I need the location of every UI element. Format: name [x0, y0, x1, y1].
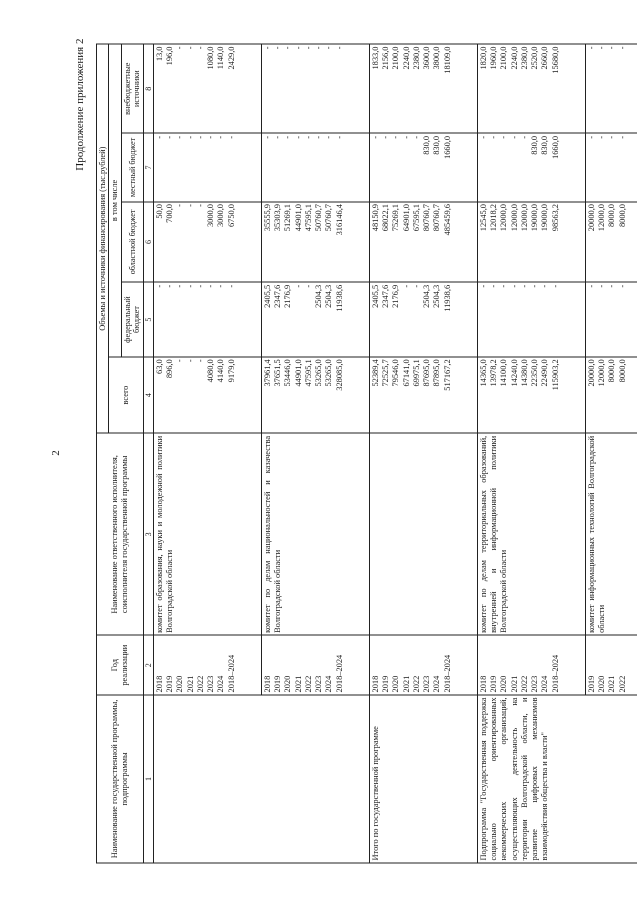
regional-cell: 12545,0 12018,2 12000,0 12000,0 12000,0 19000,0 19000,0 98563,2: [477, 201, 585, 282]
program-name-cell: [585, 694, 637, 862]
header-program-name: Наименование государственной программы, подпрограммы: [97, 694, 144, 862]
federal-cell: 2405,5 2347,6 2176,9 - - 2504,3 2504,3 11938,6: [369, 282, 477, 356]
executor-cell: [369, 433, 477, 635]
column-number: 4: [143, 356, 153, 433]
extra-cell: 1820,0 1960,0 2100,0 2240,0 2380,0 2520,0 2660,0 15680,0: [477, 44, 585, 133]
column-number: 7: [143, 133, 153, 201]
executor-cell: комитет по делам национальностей и казачества Волгоградской области: [261, 433, 369, 635]
column-number: 8: [143, 44, 153, 133]
column-number: 5: [143, 282, 153, 356]
total-cell: 52389,4 72525,7 79546,0 67141,0 69975,1 87695,0 87895,0 517167,2: [369, 356, 477, 433]
program-total-label: Итого по государственной программе: [369, 694, 477, 862]
federal-cell: - - - -: [585, 282, 637, 356]
table-row: [153, 44, 261, 863]
column-number: 1: [143, 694, 153, 862]
header-regional: областной бюджет: [121, 201, 143, 282]
year-cell: 2019 2020 2021 2022: [585, 635, 637, 695]
local-cell: - - - - - - - -: [261, 133, 369, 201]
extra-cell: - - - - - - - -: [261, 44, 369, 133]
year-cell: 2018 2019 2020 2021 2022 2023 2024 2018–2024: [261, 635, 369, 695]
header-year: Год реализации: [97, 635, 144, 695]
executor-cell: комитет по делам территориальных образований, внутренней и информационной политики Волгоградской области: [477, 433, 585, 635]
header-local: местный бюджет: [121, 133, 143, 201]
program-name-cell: [153, 694, 261, 862]
regional-cell: 20000,0 12000,0 8000,0 8000,0: [585, 201, 637, 282]
header-federal: федеральный бюджет: [121, 282, 143, 356]
subprogram-name-cell: Подпрограмма "Государственная поддержка социально ориентированных некоммерческих организаций, осуществляющих деятельность на территории Волгоградской области, и развитие цифровых механизмов взаимодействия общества и власти": [477, 694, 585, 862]
year-cell: 2018 2019 2020 2021 2022 2023 2024 2018–2024: [153, 635, 261, 695]
total-cell: 14365,0 13978,2 14100,0 14240,0 14380,0 22350,0 22490,0 115903,2: [477, 356, 585, 433]
total-cell: 20000,0 12000,0 8000,0 8000,0: [585, 356, 637, 433]
table-row: [477, 44, 585, 863]
column-number: 6: [143, 201, 153, 282]
local-cell: - - - - - 830,0 830,0 1660,0: [369, 133, 477, 201]
table-row: [261, 44, 369, 863]
header-executor: Наименование ответственного исполнителя, соисполнителя государственной программы: [97, 433, 144, 635]
federal-cell: - - - - - - - -: [153, 282, 261, 356]
local-cell: - - - -: [585, 133, 637, 201]
header-total: всего: [109, 356, 143, 433]
column-number-row: [143, 44, 153, 863]
year-cell: 2018 2019 2020 2021 2022 2023 2024 2018–2024: [369, 635, 477, 695]
column-number: 2: [143, 635, 153, 695]
regional-cell: 35555,9 35303,9 51269,1 44901,0 47595,1 50760,7 50760,7 316146,4: [261, 201, 369, 282]
extra-cell: 13,0 196,0 - - - 1080,0 1140,0 2429,0: [153, 44, 261, 133]
header-extra: внебюджетные источники: [121, 44, 143, 133]
local-cell: - - - - - 830,0 830,0 1660,0: [477, 133, 585, 201]
program-name-cell: [261, 694, 369, 862]
extra-cell: 1833,0 2156,0 2100,0 2240,0 2380,0 3600,0 3800,0 18109,0: [369, 44, 477, 133]
document-page: [40, 30, 627, 875]
page-number: 2: [50, 449, 62, 456]
header-volumes-group: Объемы и источники финансирования (тыс.рублей): [97, 44, 109, 433]
financing-table: [96, 43, 637, 863]
extra-cell: - - - -: [585, 44, 637, 133]
executor-cell: комитет образования, науки и молодежной политики Волгоградской области: [153, 433, 261, 635]
appendix-title: Продолжение приложения 2: [74, 38, 86, 171]
executor-cell: комитет информационных технологий Волгоградской области: [585, 433, 637, 635]
local-cell: - - - - - - - -: [153, 133, 261, 201]
regional-cell: 50,0 700,0 - - - 3000,0 3000,0 6750,0: [153, 201, 261, 282]
regional-cell: 48150,9 68022,1 75269,1 64901,0 67595,1 80760,7 80760,7 485459,6: [369, 201, 477, 282]
total-cell: 63,0 896,0 - - - 4080,0 4140,0 9179,0: [153, 356, 261, 433]
table-row: [369, 44, 477, 863]
federal-cell: 2405,5 2347,6 2176,9 - - 2504,3 2504,3 11938,6: [261, 282, 369, 356]
year-cell: 2018 2019 2020 2021 2022 2023 2024 2018–2024: [477, 635, 585, 695]
table-row: [585, 44, 637, 863]
column-number: 3: [143, 433, 153, 635]
federal-cell: - - - - - - - -: [477, 282, 585, 356]
total-cell: 37961,4 37651,5 53446,0 44901,0 47595,1 53265,0 53265,0 328085,0: [261, 356, 369, 433]
header-including: в том числе: [109, 44, 121, 357]
